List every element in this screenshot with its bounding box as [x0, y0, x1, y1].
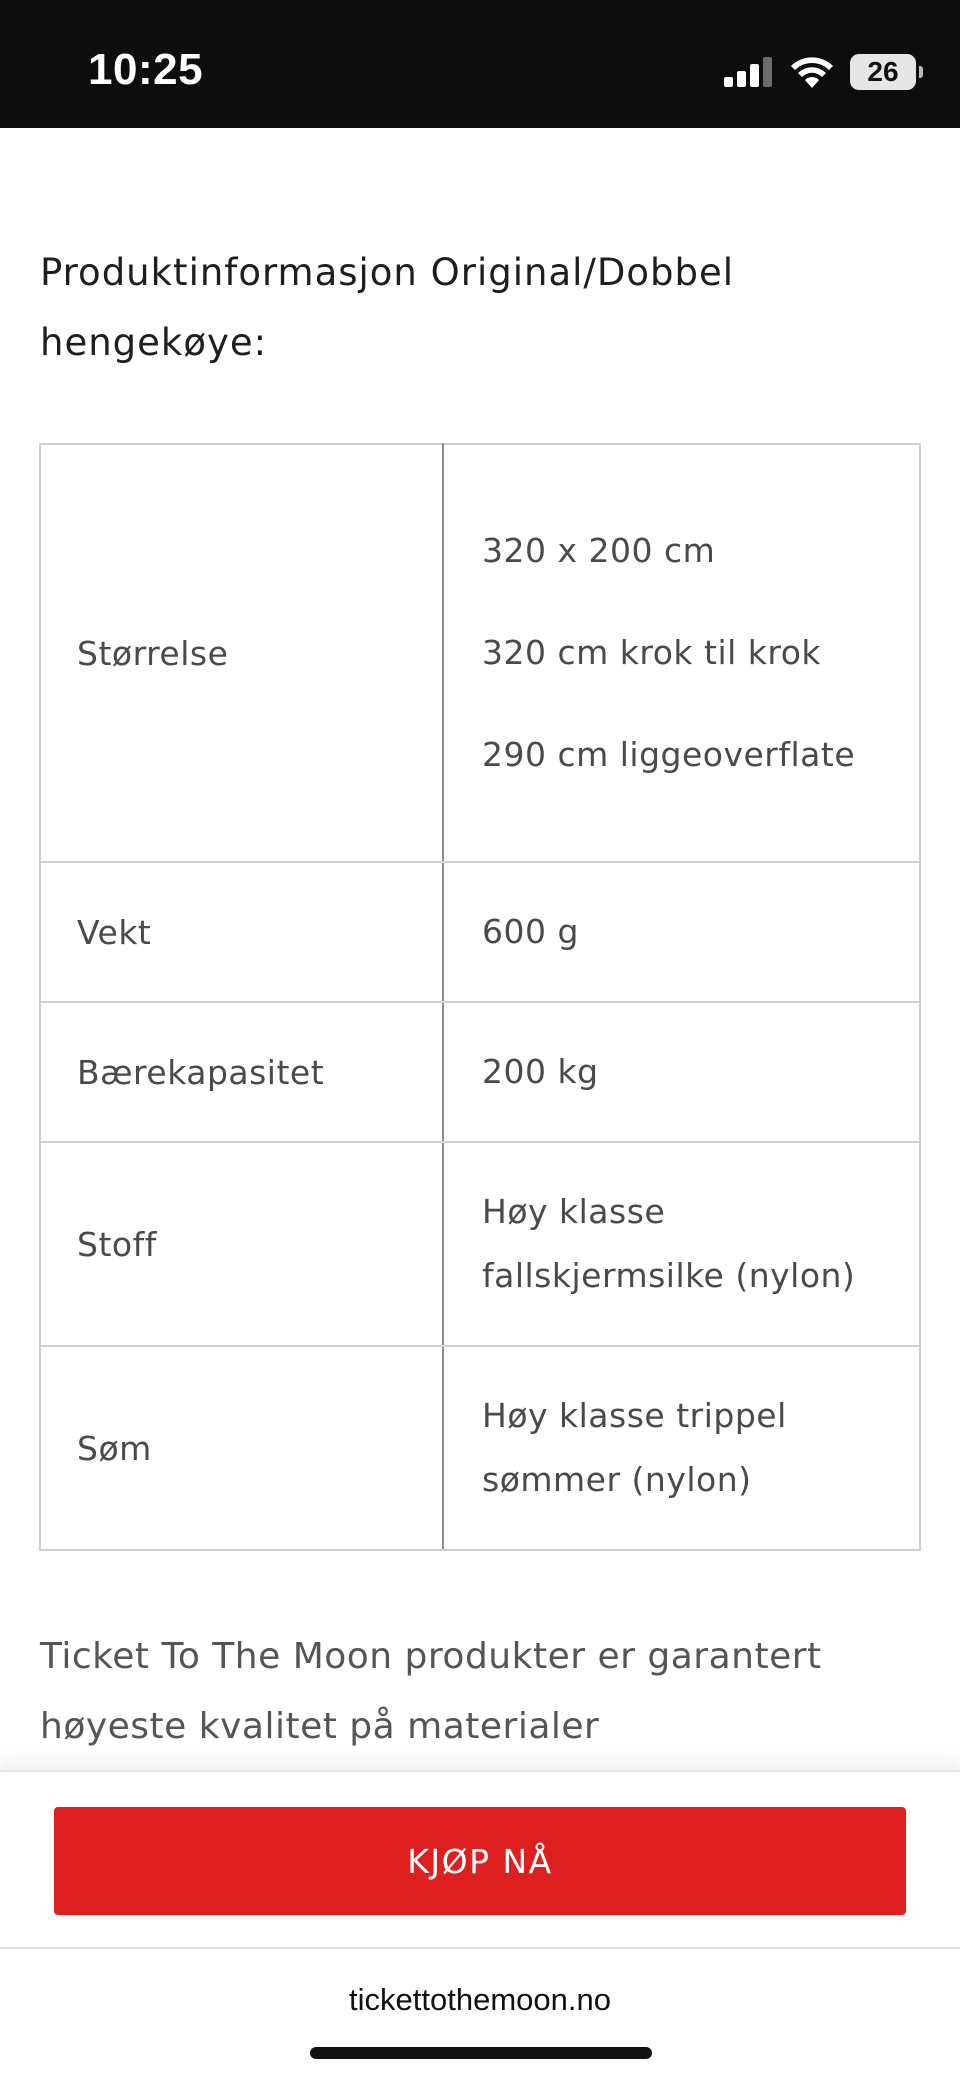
cellular-signal-icon	[724, 57, 774, 87]
spec-label: Størrelse	[40, 444, 443, 862]
bottom-bar	[0, 1770, 960, 2081]
spec-value-line: 320 cm krok til krok	[482, 633, 822, 672]
buy-now-button[interactable]: KJØP NÅ	[54, 1807, 906, 1915]
spec-value	[443, 444, 920, 862]
spec-value-line: 290 cm liggeoverflate	[482, 735, 856, 774]
spec-label: Bærekapasitet	[40, 1002, 443, 1142]
spec-value: Høy klasse trippel sømmer (nylon)	[443, 1346, 920, 1550]
spec-value: 200 kg	[443, 1002, 920, 1142]
table-row	[40, 1346, 920, 1550]
table-row	[40, 444, 920, 862]
status-icons	[724, 54, 916, 90]
spec-label: Vekt	[40, 862, 443, 1002]
spec-value: 600 g	[443, 862, 920, 1002]
spec-label: Stoff	[40, 1142, 443, 1346]
table-row	[40, 862, 920, 1002]
divider	[0, 1947, 960, 1949]
battery-icon	[850, 54, 916, 90]
spec-value: Høy klasse fallskjermsilke (nylon)	[443, 1142, 920, 1346]
table-row	[40, 1142, 920, 1346]
status-time: 10:25	[88, 45, 204, 94]
wifi-icon	[790, 56, 834, 88]
spec-value-line: 320 x 200 cm	[482, 531, 716, 570]
product-description: Ticket To The Moon produkter er garantert høyeste kvalitet på materialer	[40, 1636, 822, 1747]
table-row	[40, 1002, 920, 1142]
status-bar	[0, 0, 960, 128]
spec-table	[39, 443, 921, 1551]
product-info-heading: Produktinformasjon Original/Dobbel hengekøye:	[40, 251, 735, 364]
spec-label: Søm	[40, 1346, 443, 1550]
browser-url[interactable]: tickettothemoon.no	[349, 1982, 611, 2017]
battery-level: 26	[867, 56, 899, 87]
home-indicator[interactable]	[310, 2047, 652, 2059]
